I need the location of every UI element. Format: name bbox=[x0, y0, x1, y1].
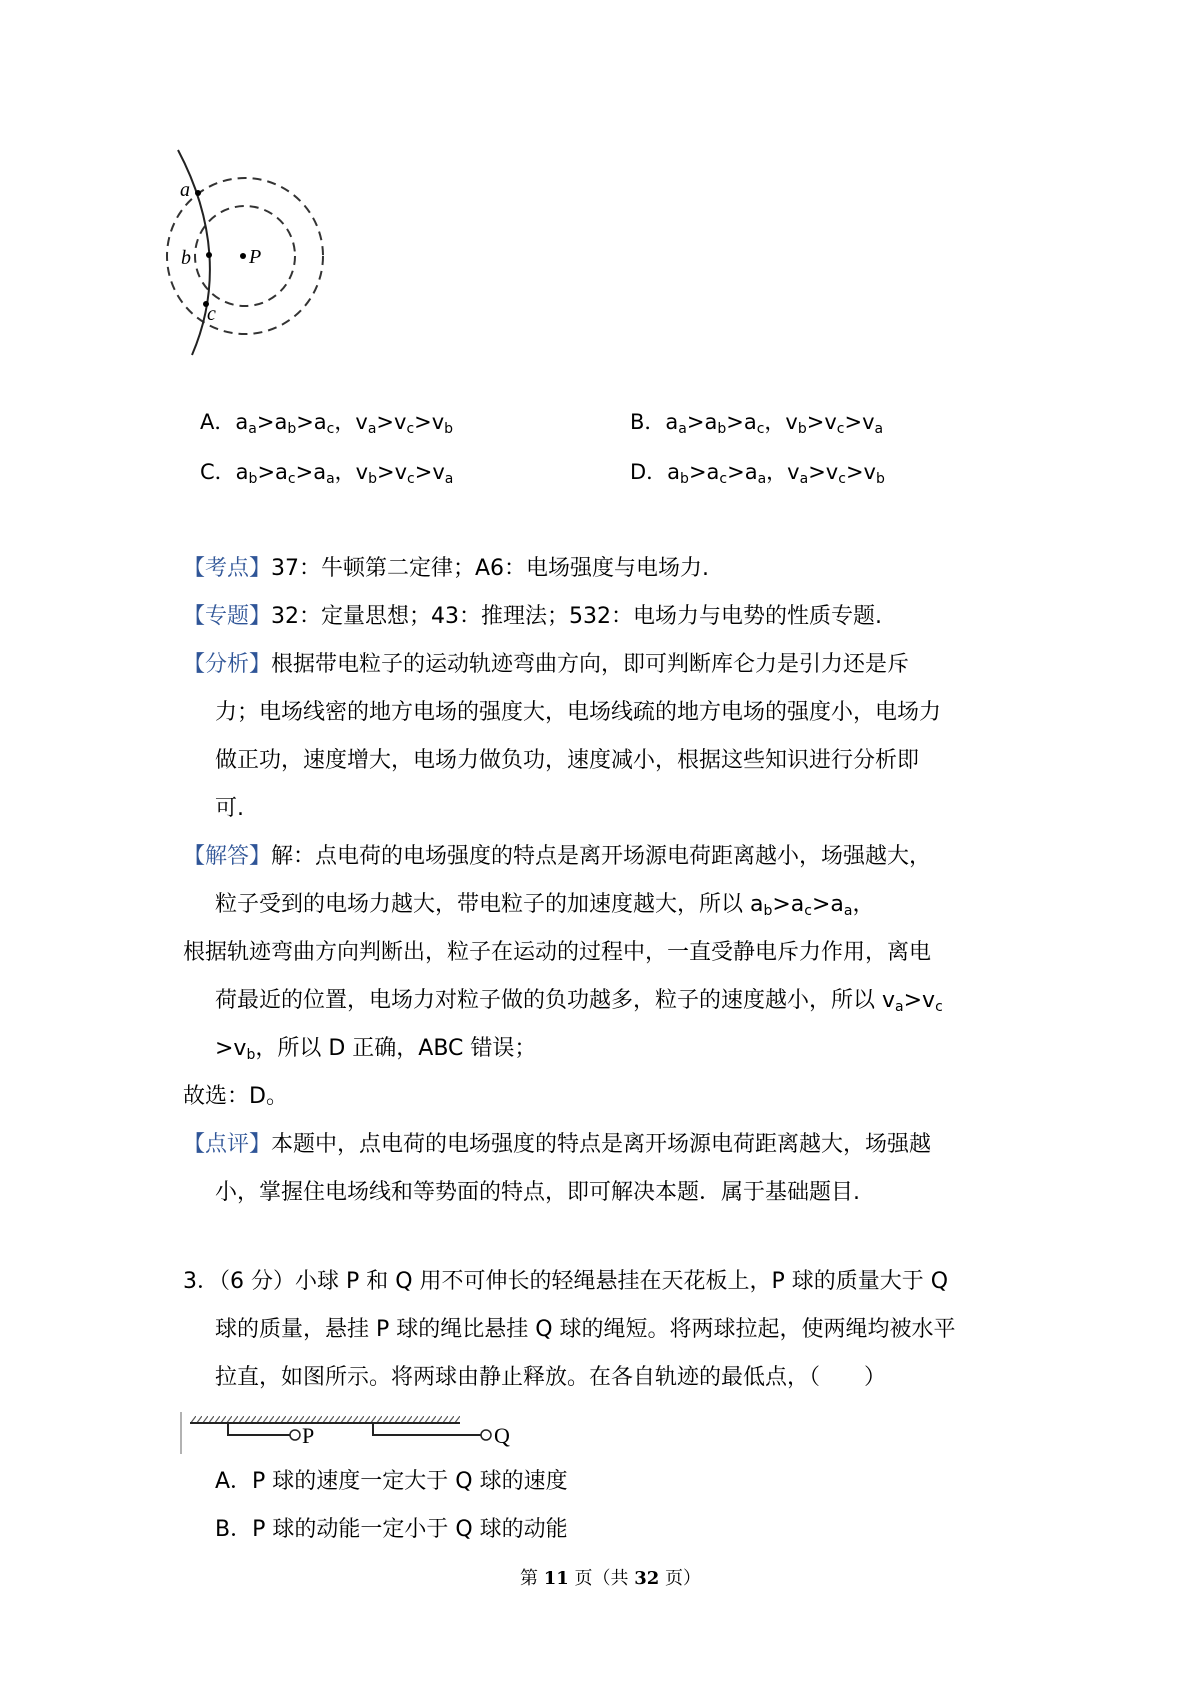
q3-line-1: 3．（6 分）小球 P 和 Q 用不可伸长的轻绳悬挂在天花板上，P 球的质量大于 Q bbox=[183, 1269, 949, 1294]
pendulum-figure bbox=[178, 1408, 538, 1458]
dianping-tag: 【点评】 bbox=[183, 1132, 272, 1157]
dianping-line-2: 小，掌握住电场线和等势面的特点，即可解决本题．属于基础题目. bbox=[215, 1180, 860, 1205]
fenxi-line-3: 做正功，速度增大，电场力做负功，速度减小，根据这些知识进行分析即 bbox=[215, 748, 920, 773]
fenxi-tag: 【分析】 bbox=[183, 652, 272, 677]
ceiling bbox=[190, 1416, 460, 1423]
guxuan-line: 故选：D。 bbox=[183, 1084, 288, 1109]
label-b: b bbox=[181, 247, 191, 269]
current-page: 11 bbox=[543, 1568, 569, 1589]
label-a: a bbox=[180, 179, 190, 201]
label-p: P bbox=[249, 246, 262, 268]
kaodian-line: 【考点】37：牛顿第二定律；A6：电场强度与电场力. bbox=[183, 556, 710, 581]
q3-option-a: A．P 球的速度一定大于 Q 球的速度 bbox=[215, 1469, 568, 1494]
jieda-line-4: 荷最近的位置，电场力对粒子做的负功越多，粒子的速度越小，所以 $v_a>v_c$ bbox=[215, 988, 943, 1015]
page-footer: 第 11 页（共 32 页） bbox=[520, 1568, 702, 1589]
dianping-line-1: 【点评】本题中，点电荷的电场强度的特点是离开场源电荷距离越大，场强越 bbox=[183, 1132, 932, 1157]
jieda-tag: 【解答】 bbox=[183, 844, 272, 869]
fenxi-line-2: 力；电场线密的地方电场的强度大，电场线疏的地方电场的强度小，电场力 bbox=[215, 700, 942, 725]
jieda-line-2: 粒子受到的电场力越大，带电粒子的加速度越大，所以 $a_b>a_c>a_a$， bbox=[215, 892, 875, 919]
total-pages: 32 bbox=[634, 1568, 660, 1589]
jieda-line-3: 根据轨迹弯曲方向判断出，粒子在运动的过程中，一直受静电斥力作用，离电 bbox=[183, 940, 932, 965]
string-p bbox=[228, 1423, 290, 1435]
point-p bbox=[240, 253, 246, 259]
option-d: D．$a_b>a_c>a_a$，$v_a>v_c>v_b$ bbox=[630, 460, 885, 487]
label-ball-p: P bbox=[302, 1423, 315, 1448]
fenxi-line-1: 【分析】根据带电粒子的运动轨迹弯曲方向，即可判断库仑力是引力还是斥 bbox=[183, 652, 910, 677]
ball-p bbox=[290, 1430, 300, 1440]
q3-line-3: 拉直，如图所示。将两球由静止释放。在各自轨迹的最低点，（ ） bbox=[215, 1365, 887, 1390]
label-ball-q: Q bbox=[494, 1423, 510, 1448]
ball-q bbox=[481, 1430, 491, 1440]
option-b: B．$a_a>a_b>a_c$，$v_b>v_c>v_a$ bbox=[630, 410, 884, 437]
q3-line-2: 球的质量，悬挂 P 球的绳比悬挂 Q 球的绳短。将两球拉起，使两绳均被水平 bbox=[215, 1317, 956, 1342]
label-c: c bbox=[207, 303, 216, 325]
jieda-line-5: $>v_b$，所以 D 正确，ABC 错误； bbox=[215, 1036, 537, 1063]
option-c: C．$a_b>a_c>a_a$，$v_b>v_c>v_a$ bbox=[200, 460, 454, 487]
point-a bbox=[195, 190, 201, 196]
zhuanti-tag: 【专题】 bbox=[183, 604, 272, 629]
string-q bbox=[373, 1423, 481, 1435]
point-b bbox=[206, 252, 212, 258]
option-a: A．$a_a>a_b>a_c$，$v_a>v_c>v_b$ bbox=[200, 410, 454, 437]
kaodian-tag: 【考点】 bbox=[183, 556, 272, 581]
zhuanti-line: 【专题】32：定量思想；43：推理法；532：电场力与电势的性质专题. bbox=[183, 604, 882, 629]
q3-number: 3． bbox=[183, 1269, 219, 1294]
fenxi-line-4: 可. bbox=[215, 796, 244, 821]
jieda-line-1: 【解答】解：点电荷的电场强度的特点是离开场源电荷距离越小，场强越大， bbox=[183, 844, 932, 869]
q3-option-b: B．P 球的动能一定小于 Q 球的动能 bbox=[215, 1517, 568, 1542]
field-figure bbox=[160, 140, 360, 370]
